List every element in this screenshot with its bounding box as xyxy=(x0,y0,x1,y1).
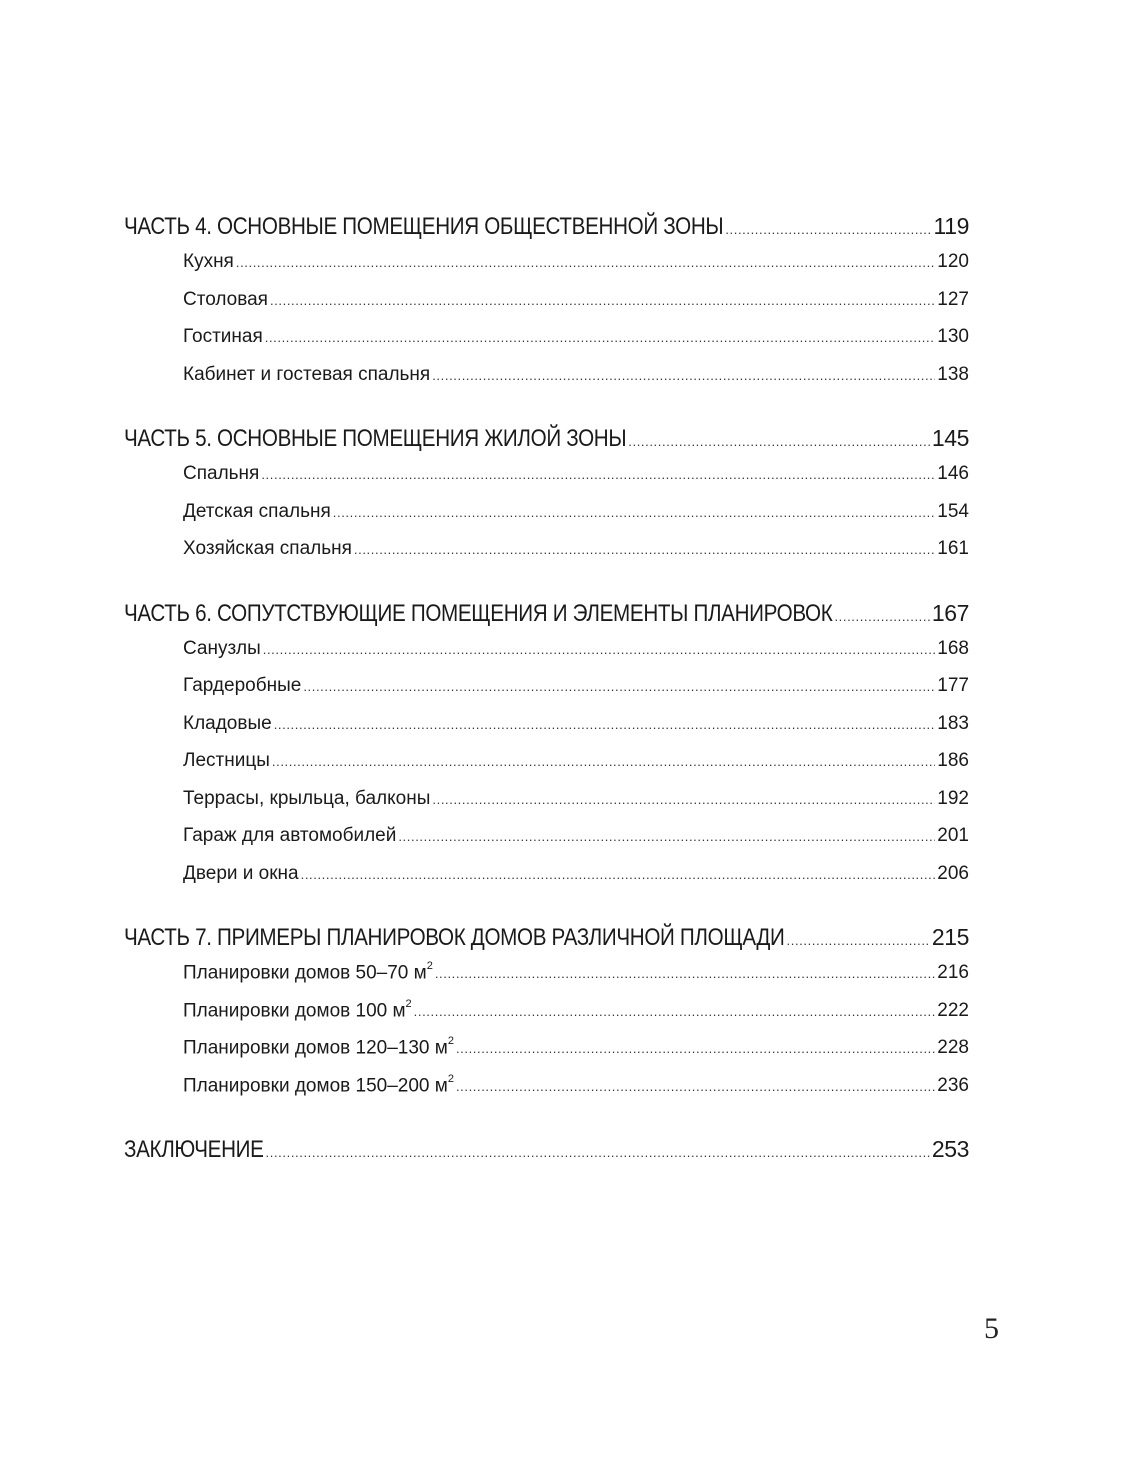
dot-leader xyxy=(265,330,936,345)
dot-leader xyxy=(301,867,936,882)
toc-entry-title: Двери и окна xyxy=(183,862,299,884)
toc-page-number: 119 xyxy=(933,213,969,239)
superscript: 2 xyxy=(447,1072,454,1085)
toc-entry-title: Кабинет и гостевая спальня xyxy=(183,363,431,385)
toc-entry-title: Террасы, крыльца, балконы xyxy=(183,787,431,809)
toc-entry[interactable] xyxy=(124,463,969,501)
dot-leader xyxy=(354,542,935,557)
toc-entry[interactable] xyxy=(124,251,969,289)
toc-entry[interactable] xyxy=(124,1037,969,1075)
toc-page-number: 138 xyxy=(937,363,969,385)
superscript: 2 xyxy=(426,960,433,972)
toc-part-title: ЧАСТЬ 4. ОСНОВНЫЕ ПОМЕЩЕНИЯ ОБЩЕСТВЕННОЙ ЗОНЫ xyxy=(124,213,724,240)
dot-leader xyxy=(333,505,936,520)
toc-page-number: 154 xyxy=(937,500,969,522)
toc-entry[interactable] xyxy=(124,501,969,539)
toc-entry[interactable] xyxy=(124,1072,969,1113)
toc-part-title: ЗАКЛЮЧЕНИЕ xyxy=(124,1136,264,1163)
toc-page-number: 145 xyxy=(931,425,969,451)
dot-leader xyxy=(398,829,935,844)
section-gap xyxy=(124,576,969,600)
section-gap xyxy=(124,401,969,425)
toc-part-6[interactable] xyxy=(124,600,969,638)
toc-page-number: 120 xyxy=(937,251,969,272)
toc-part-7[interactable] xyxy=(124,924,969,962)
toc-entry[interactable] xyxy=(124,750,969,788)
toc-entry[interactable] xyxy=(124,825,969,863)
toc-entry-title: Гардеробные xyxy=(183,675,302,696)
dot-leader xyxy=(303,679,935,694)
toc-page-number: 216 xyxy=(937,962,969,984)
toc-entry[interactable] xyxy=(124,364,969,402)
dot-leader xyxy=(456,1079,935,1094)
section-gap xyxy=(124,900,969,924)
toc-entry-title: Гостиная xyxy=(183,326,263,347)
dot-leader xyxy=(272,754,935,769)
dot-leader xyxy=(432,792,935,807)
dot-leader xyxy=(263,642,936,657)
toc-page-number: 177 xyxy=(937,675,969,696)
toc-part-5[interactable] xyxy=(124,425,969,463)
toc-part-4[interactable] xyxy=(124,213,969,251)
dot-leader xyxy=(414,1004,936,1019)
dot-leader xyxy=(274,717,936,732)
section-gap xyxy=(124,1112,969,1136)
toc-entry[interactable] xyxy=(124,863,969,901)
dot-leader xyxy=(787,933,930,948)
toc-page-number: 146 xyxy=(937,463,969,484)
toc-entry-title: Кухня xyxy=(183,251,234,272)
toc-entry-title: Планировки домов 120–130 $м^2$ xyxy=(183,1035,454,1059)
dot-leader xyxy=(432,368,935,383)
toc-entry[interactable] xyxy=(124,997,969,1038)
toc-conclusion[interactable] xyxy=(124,1136,969,1174)
toc-entry-title: Гараж для автомобилей xyxy=(183,825,397,846)
dot-leader xyxy=(266,1145,930,1160)
toc-entry-title: Санузлы xyxy=(183,637,261,659)
dot-leader xyxy=(725,222,931,237)
toc-page-number: 192 xyxy=(937,787,969,809)
table-of-contents xyxy=(124,213,969,1174)
toc-part-title: ЧАСТЬ 6. СОПУТСТВУЮЩИЕ ПОМЕЩЕНИЯ И ЭЛЕМЕНТЫ ПЛАНИРОВОК xyxy=(124,599,833,627)
superscript: 2 xyxy=(405,997,412,1010)
toc-part-title: ЧАСТЬ 5. ОСНОВНЫЕ ПОМЕЩЕНИЯ ЖИЛОЙ ЗОНЫ xyxy=(124,425,627,452)
toc-entry[interactable] xyxy=(124,326,969,364)
toc-entry-title: Спальня xyxy=(183,463,260,484)
toc-entry[interactable] xyxy=(124,788,969,826)
dot-leader xyxy=(435,966,935,981)
toc-page-number: 183 xyxy=(937,712,969,734)
toc-entry[interactable] xyxy=(124,289,969,327)
toc-entry-title: Лестницы xyxy=(183,750,270,771)
toc-page-number: 253 xyxy=(931,1136,969,1162)
dot-leader xyxy=(834,609,929,624)
page-number: 5 xyxy=(984,1312,999,1345)
toc-entry[interactable] xyxy=(124,962,969,1000)
toc-page-number: 127 xyxy=(937,288,969,310)
dot-leader xyxy=(456,1041,935,1056)
toc-page-number: 168 xyxy=(937,637,969,659)
toc-entry-title: Столовая xyxy=(183,288,268,310)
toc-entry-title: Детская спальня xyxy=(183,500,331,522)
toc-page-number: 186 xyxy=(937,750,969,771)
toc-entry-title: Кладовые xyxy=(183,712,272,734)
dot-leader xyxy=(236,255,935,270)
toc-page-number: 206 xyxy=(937,862,969,884)
superscript: 2 xyxy=(447,1035,454,1047)
toc-page-number: 228 xyxy=(937,1037,969,1059)
toc-entry-title: Планировки домов 100 $м^2$ xyxy=(183,997,412,1021)
toc-entry-title: Планировки домов 50–70 $м^2$ xyxy=(183,960,433,984)
toc-entry[interactable] xyxy=(124,538,969,576)
toc-page-number: 201 xyxy=(937,825,969,846)
toc-page-number: 236 xyxy=(937,1074,969,1096)
toc-entry[interactable] xyxy=(124,675,969,713)
toc-page-number: 130 xyxy=(937,326,969,347)
toc-entry-title: Планировки домов 150–200 $м^2$ xyxy=(183,1072,454,1096)
dot-leader xyxy=(628,434,930,449)
toc-page-number: 167 xyxy=(931,599,969,626)
toc-entry[interactable] xyxy=(124,713,969,751)
toc-page-number: 161 xyxy=(937,538,969,559)
toc-page-number: 215 xyxy=(931,924,969,950)
dot-leader xyxy=(270,293,935,308)
toc-entry[interactable] xyxy=(124,638,969,676)
toc-part-title: ЧАСТЬ 7. ПРИМЕРЫ ПЛАНИРОВОК ДОМОВ РАЗЛИЧНОЙ ПЛОЩАДИ xyxy=(124,924,785,951)
dot-leader xyxy=(261,467,935,482)
toc-page-number: 222 xyxy=(937,999,969,1021)
toc-entry-title: Хозяйская спальня xyxy=(183,538,352,559)
